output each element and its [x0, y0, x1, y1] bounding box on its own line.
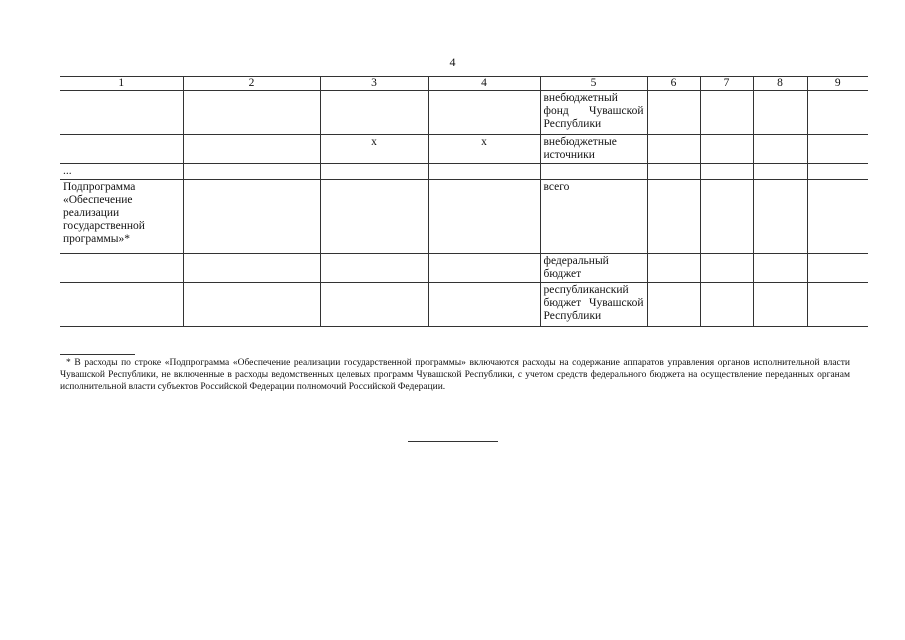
table-cell	[700, 91, 753, 135]
table-cell	[428, 283, 540, 327]
table-cell	[183, 254, 320, 283]
table-cell: республиканский бюджет Чувашской Республики	[540, 283, 647, 327]
table-cell	[700, 283, 753, 327]
table-row	[60, 135, 868, 164]
column-header: 4	[428, 77, 540, 91]
table-cell: Подпрограмма «Обеспечение реализации государственной программы»*	[60, 180, 183, 254]
footnote: * В расходы по строке «Подпрограмма «Обеспечение реализации государственной программы» включаются расходы на содержание аппаратов управления органов исполнительной власти Чувашской Республики, не включенные в расходы ведомственных целевых программ Чувашской Республики, с учетом средств федерального бюджета на осуществление переданных органам исполнительной власти субъектов Российской Федерации полномочий Российской Федерации.	[60, 358, 850, 392]
table-row	[60, 91, 868, 135]
table-cell	[700, 135, 753, 164]
table-cell	[807, 164, 868, 180]
table-cell: федеральный бюджет	[540, 254, 647, 283]
table-cell	[60, 283, 183, 327]
table-cell	[807, 91, 868, 135]
column-header: 8	[753, 77, 807, 91]
column-header: 5	[540, 77, 647, 91]
table-cell	[428, 254, 540, 283]
table-cell	[647, 254, 700, 283]
table-cell	[647, 135, 700, 164]
table-cell	[807, 254, 868, 283]
column-header: 2	[183, 77, 320, 91]
table-cell	[700, 254, 753, 283]
table-cell: всего	[540, 180, 647, 254]
table-cell	[753, 135, 807, 164]
table-cell	[753, 254, 807, 283]
table-cell	[428, 180, 540, 254]
header-row	[60, 77, 868, 91]
table-cell	[753, 180, 807, 254]
table-cell	[807, 180, 868, 254]
table-cell	[647, 164, 700, 180]
end-divider	[408, 441, 498, 442]
table-cell: х	[428, 135, 540, 164]
table-row	[60, 164, 868, 180]
table-cell	[60, 254, 183, 283]
column-header: 1	[60, 77, 183, 91]
table-row	[60, 254, 868, 283]
table-cell: внебюджетные источники	[540, 135, 647, 164]
column-header: 9	[807, 77, 868, 91]
table-cell: х	[320, 135, 428, 164]
table-cell	[807, 283, 868, 327]
table-cell	[807, 135, 868, 164]
table-cell: ...	[60, 164, 183, 180]
budget-table	[60, 76, 868, 327]
table-cell	[183, 180, 320, 254]
column-header: 3	[320, 77, 428, 91]
column-header: 6	[647, 77, 700, 91]
table-cell	[753, 283, 807, 327]
table-cell	[183, 91, 320, 135]
table-cell	[647, 180, 700, 254]
table-cell	[700, 164, 753, 180]
table-cell	[320, 180, 428, 254]
table-cell	[183, 164, 320, 180]
table-cell	[647, 283, 700, 327]
table-cell	[320, 283, 428, 327]
table-row	[60, 180, 868, 254]
table-cell	[60, 91, 183, 135]
table-cell: внебюджетный фонд Чувашской Республики	[540, 91, 647, 135]
column-header: 7	[700, 77, 753, 91]
footnote-divider	[60, 354, 135, 355]
table-cell	[60, 135, 183, 164]
table-cell	[320, 254, 428, 283]
table-cell	[183, 135, 320, 164]
table-cell	[320, 91, 428, 135]
page-number: 4	[449, 55, 456, 69]
table-cell	[183, 283, 320, 327]
table-cell	[753, 91, 807, 135]
table-row	[60, 283, 868, 327]
table-cell	[700, 180, 753, 254]
table-cell	[647, 91, 700, 135]
table-cell	[428, 91, 540, 135]
table-cell	[753, 164, 807, 180]
table-cell	[320, 164, 428, 180]
table-cell	[540, 164, 647, 180]
table-cell	[428, 164, 540, 180]
